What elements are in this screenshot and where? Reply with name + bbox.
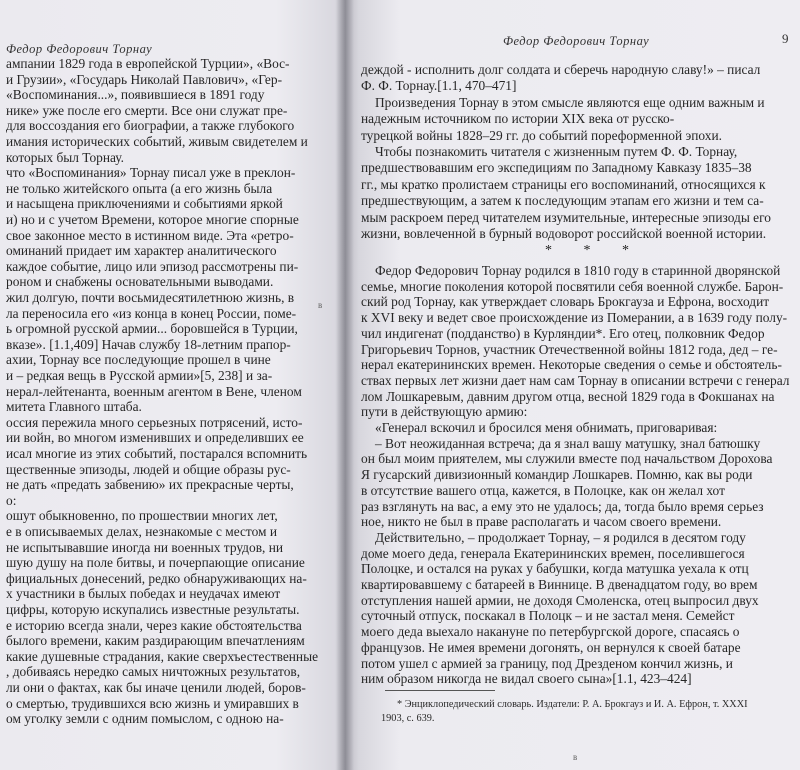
- text-line: и Грузии», «Государь Николай Павлович», «Гер-: [6, 71, 283, 87]
- page-number: 9: [782, 31, 789, 46]
- text-line: доме моего деда, генерала Екатерининских времен, поселившегося: [361, 545, 745, 561]
- text-line: Григорьевич Торнов, участник Отечественной войны 1812 года, дед – ге-: [361, 341, 778, 357]
- text-line: нерал-лейтенанта, военным агентом в Вене, членом: [6, 383, 302, 399]
- text-line: нерал екатерининских времен. Некоторые сведения о семье и обстоятель-: [361, 357, 782, 373]
- text-line: фициальных донесений, редко обнаруживающих на-: [6, 570, 307, 586]
- footnote-line: 1903, с. 639.: [381, 713, 435, 724]
- text-line: исал многие из этих событий, постарался вспомнить: [6, 446, 308, 461]
- text-line: е историю всегда знали, через какие обстоятельства: [6, 617, 302, 633]
- text-line: жизни, вовлеченной в бурный водоворот российской военной истории.: [361, 226, 767, 241]
- text-line: лом Лошкаревым, давним другом отца, весной 1829 года в Фокшанах на: [361, 388, 775, 404]
- margin-mark: в: [318, 300, 323, 310]
- text-line: свое законное место в истинном виде. Эта «ретро-: [6, 227, 294, 243]
- text-line: «Воспоминания...», появившиеся в 1891 году: [6, 87, 265, 103]
- text-line: мым раскроем перед читателем изумительные, интересные эпизоды его: [361, 209, 771, 225]
- text-line: ла переносила его «из конца в конец России, поме-: [6, 305, 297, 321]
- running-head-left: Федор Федорович Торнау: [6, 42, 153, 56]
- text-line: Действительно, – продолжает Торнау, – я родился в десятом году: [375, 529, 746, 545]
- text-line: каждое событие, лицо или эпизод рассмотрены пи-: [6, 258, 299, 274]
- text-line: вказе». [1.1,409] Начав службу 18-летним прапор-: [6, 336, 291, 352]
- text-line: ствах первых лет жизни дает нам сам Торнау в описании встречи с генерал: [361, 372, 790, 388]
- text-line: оминаний придает им характер аналитического: [6, 243, 277, 259]
- text-line: гг., мы кратко пролистаем страницы его воспоминаний, относящихся к: [361, 176, 766, 192]
- text-line: предшествующим, а затем к последующим этапам его жизни и тем са-: [361, 193, 764, 209]
- text-line: предшествовавшим его экспедициям по Западному Кавказу 1835–38: [361, 160, 752, 176]
- text-line: чил индигенат (подданство) в Курляндии*. Его отец, полковник Федор: [361, 325, 765, 341]
- text-line: пути в действующую армию:: [361, 404, 528, 420]
- text-line: ь огромной русской армии... боровшейся в Турции,: [6, 321, 298, 337]
- footnote-line: * Энциклопедический словарь. Издатели: Р. А. Брокгауз и И. А. Ефрон, т. XXXI: [397, 699, 748, 710]
- text-line: не дать «предать забвению» их прекрасные черты,: [6, 477, 294, 493]
- text-line: оссия пережила много серьезных потрясений, исто-: [6, 414, 303, 430]
- text-line: к XVI веку и ведет свое происхождение из Померании, а в 1639 году полу-: [361, 310, 788, 326]
- bottom-mark: в: [573, 752, 578, 762]
- text-line: Чтобы познакомить читателя с жизненным путем Ф. Ф. Торнау,: [375, 144, 738, 159]
- text-line: какие душевные страдания, какие сверхъестественные: [6, 648, 319, 664]
- text-line: отступления нашей армии, не доходя Смоленска, отец выпросил двух: [361, 592, 759, 608]
- text-line: митета Главного штаба.: [6, 399, 142, 415]
- text-line: для воссоздания его биографии, а также глубокого: [6, 118, 295, 134]
- text-line: жил долгую, почти восьмидесятилетнюю жизнь, в: [6, 290, 295, 305]
- book-gutter: [336, 0, 354, 770]
- text-line: Произведения Торнау в этом смысле являются еще одним важным и: [375, 94, 765, 110]
- text-line: роном и снабжены основательными выводами.: [6, 274, 274, 290]
- text-line: французов. Не имея времени догонять, он вернулся к своей батаре: [361, 639, 741, 655]
- running-head-right: Федор Федорович Торнау: [503, 34, 650, 48]
- text-line: потом ушел с армией за границу, под Дрезденом кончил жизнь, и: [361, 655, 733, 671]
- footnote-rule: [385, 690, 495, 691]
- text-line: квартировавшему с батареей в Виннице. В двенадцатом году, во врем: [361, 577, 758, 592]
- text-line: ошут обыкновенно, по прошествии многих лет,: [6, 508, 278, 524]
- text-line: о смертью, трудившихся всю жизнь и умиравших в: [6, 695, 299, 711]
- text-line: ли они о фактах, как бы иначе ценили людей, боров-: [6, 680, 306, 695]
- right-page: [345, 0, 800, 770]
- text-line: о:: [6, 492, 17, 508]
- text-line: Полоцке, и остался на руках у бабушки, когда матушка уехала к отц: [361, 561, 749, 577]
- text-line: ампании 1829 года в европейской Турции», «Вос-: [6, 56, 290, 71]
- text-line: щественные эпизоды, людей и общие образы рус-: [6, 461, 291, 477]
- text-line: – Вот неожиданная встреча; да я знал вашу матушку, знал батюшку: [375, 435, 761, 451]
- text-line: которых был Торнау.: [6, 149, 124, 165]
- text-line: Я гусарский дивизионный командир Лошкарев. Помню, как вы роди: [361, 467, 753, 483]
- text-line: моего деда выехало накануне по петербургской дороге, спасаясь о: [361, 624, 740, 640]
- text-line: суточный отпуск, поскакал в Полоцк – и не застал меня. Семейст: [361, 608, 735, 624]
- text-line: что «Воспоминания» Торнау писал уже в преклон-: [6, 165, 296, 181]
- text-line: и) но и с учетом Времени, которое многие спорные: [6, 212, 299, 227]
- text-line: нике» уже после его смерти. Все они служат пре-: [6, 102, 288, 118]
- text-line: ахии, Торнау все последующие прошел в чине: [6, 352, 271, 368]
- text-line: «Генерал вскочил и бросился меня обнимать, приговаривая:: [375, 420, 718, 435]
- text-line: не испытывавшие иногда ни военных трудов, ни: [6, 539, 284, 555]
- text-line: надежным источником по истории XIX века от русско-: [361, 111, 675, 127]
- text-line: и – редкая вещь в Русской армии»[5, 238] и за-: [6, 368, 273, 383]
- text-line: шую душу на поле битвы, и почерпающие описание: [6, 555, 305, 571]
- section-separator: * * *: [545, 243, 643, 258]
- text-line: цифры, которую искупались известные результаты.: [6, 602, 300, 617]
- text-line: семье, многие поколения которой посвятили себя военной службе. Барон-: [361, 278, 784, 294]
- left-page: [0, 0, 345, 770]
- text-line: имания исторических событий, живым свидетелем и: [6, 134, 308, 149]
- text-line: Федор Федорович Торнау родился в 1810 году в старинной дворянской: [375, 263, 781, 278]
- text-line: и насыщена приключениями и событиями яркой: [6, 196, 283, 212]
- text-line: ним образом никогда не видал своего сына»[1.1, 423–424]: [361, 671, 692, 687]
- text-line: х участники в былых победах и неудачах имеют: [6, 586, 281, 602]
- text-line: он был моим приятелем, мы служили вместе под начальством Дорохова: [361, 451, 773, 467]
- text-line: , добиваясь нередко самых ничтожных результатов,: [6, 664, 301, 680]
- text-line: ное, никто не был в праве располагать и часом своего времени.: [361, 514, 722, 530]
- text-line: раз взглянуть на вас, а ему это не удалось; да, тогда было время серьез: [361, 498, 764, 514]
- text-line: не только житейского опыта (а его жизнь была: [6, 180, 273, 196]
- text-line: Ф. Ф. Торнау.[1.1, 470–471]: [361, 78, 517, 94]
- text-line: турецкой войны 1828–29 гг. до событий пореформенной эпохи.: [361, 127, 723, 143]
- text-line: былого времени, каким раздирающим впечатлениям: [6, 633, 305, 649]
- text-line: ии войн, во многом изменивших и определивших ее: [6, 430, 304, 446]
- text-line: ский род Торнау, как утверждает словарь Брокгауза и Ефрона, восходит: [361, 294, 770, 310]
- text-line: деждой - исполнить долг солдата и сберечь народную славу!» – писал: [361, 62, 761, 77]
- text-line: е в описываемых делах, незнакомые с местом и: [6, 524, 278, 539]
- text-line: ом уголку земли с одним помыслом, с одною на-: [6, 711, 284, 727]
- text-line: в отсутствие вашего отца, кажется, в Полоцке, как он желал хот: [361, 482, 725, 498]
